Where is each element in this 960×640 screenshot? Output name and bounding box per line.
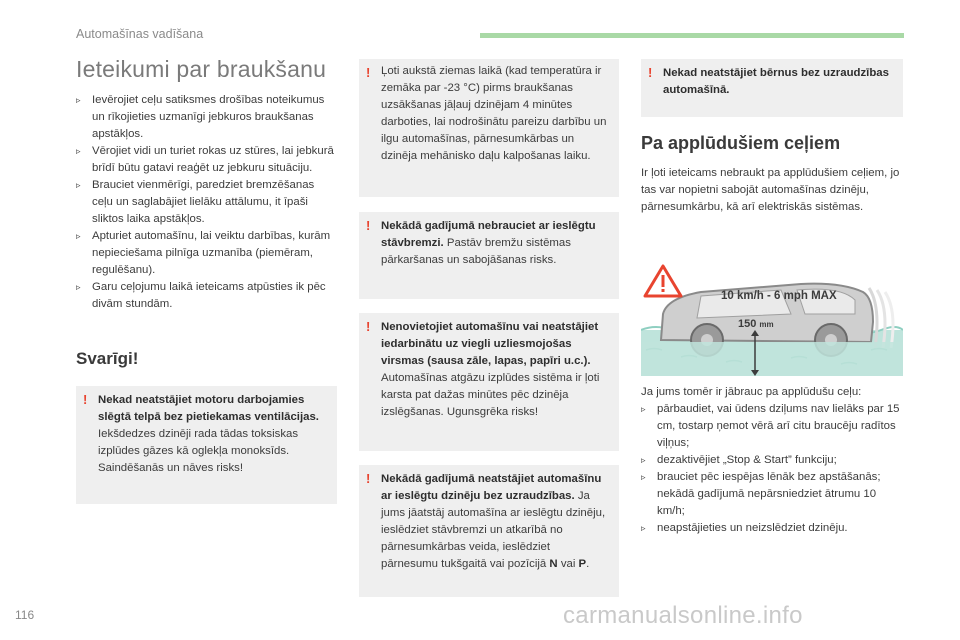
exclamation-icon: ! (366, 218, 371, 233)
bullet-arrow-icon: ▹ (641, 404, 646, 414)
warning-box-parking-brake: ! Nekādā gadījumā nebrauciet ar ieslēgtu stāvbremzi. Pastāv bremžu sistēmas pārkaršanas un sabojāšanas risks. (359, 212, 619, 299)
header-accent-bar (480, 33, 904, 38)
bullet-arrow-icon: ▹ (76, 146, 81, 156)
depth-label: 150 mm (738, 318, 774, 330)
list-item: ▹ brauciet pēc iespējas lēnāk bez apstāšanās; nekādā gadījumā nepārsniedziet ātrumu 10 km/h; (641, 471, 881, 517)
speed-limit-label: 10 km/h - 6 mph MAX (721, 290, 837, 302)
driving-tips-list (76, 92, 338, 313)
bullet-arrow-icon: ▹ (76, 231, 81, 241)
list-item: ▹ Garu ceļojumu laikā ieteicams atpūsties ik pēc divām stundām. (76, 281, 326, 310)
warning-box-unattended: ! Nekādā gadījumā neatstājiet automašīnu ar ieslēgtu dzinēju bez uzraudzības. Ja jums jāatstāj automašīna ar ieslēgtu dzinēju, ieslēdziet stāvbremzi un atkarībā no pārnesumkārbas veida, ieslēdziet pārnesumu tukšgaitā vai pozīcijā N vai P. (359, 465, 619, 597)
page-number: 116 (15, 608, 35, 622)
important-heading: Svarīgi! (76, 349, 139, 368)
list-item: ▹ dezaktivējiet „Stop & Start” funkciju; (641, 452, 903, 469)
list-item: ▹ pārbaudiet, vai ūdens dziļums nav lielāks par 15 cm, tostarp ņemot vērā arī citu braucēju radītos viļņus; (641, 403, 900, 449)
bullet-arrow-icon: ▹ (76, 282, 81, 292)
list-item: ▹ Vērojiet vidi un turiet rokas uz stūres, lai jebkurā brīdī būtu gatavi reaģēt uz jebkuru situāciju. (76, 145, 334, 174)
flooded-roads-list (641, 401, 903, 537)
bullet-arrow-icon: ▹ (76, 180, 81, 190)
warning-box-children: ! Nekad neatstājiet bērnus bez uzraudzības automašīnā. (641, 59, 903, 117)
exclamation-icon: ! (648, 65, 653, 80)
page-title: Ieteikumi par braukšanu (76, 56, 327, 82)
list-item: ▹ Ievērojiet ceļu satiksmes drošības noteikumus un rīkojieties uzmanīgi jebkuros braukšanas apstākļos. (76, 94, 325, 140)
section-header: Automašīnas vadīšana (76, 27, 204, 41)
bullet-arrow-icon: ▹ (641, 455, 646, 465)
list-item: ▹ neapstājieties un neizslēdziet dzinēju. (641, 520, 903, 537)
bullet-arrow-icon: ▹ (641, 472, 646, 482)
exclamation-icon: ! (366, 65, 371, 80)
flooded-roads-heading: Pa applūdušiem ceļiem (641, 133, 841, 153)
bullet-arrow-icon: ▹ (641, 523, 646, 533)
exclamation-icon: ! (83, 392, 88, 407)
warning-box-cold: ! Ļoti aukstā ziemas laikā (kad temperatūra ir zemāka par -23 °C) pirms braukšanas uzsākšanas jāļauj dzinējam 4 minūtes darboties, lai nodrošinātu pareizu darbību un ilgu automašīnas, pārnesumkārbas un dzinēja mehānisko daļu kalpošanas laiku. (359, 59, 619, 197)
bullet-arrow-icon: ▹ (76, 95, 81, 105)
flooded-road-illustration (641, 262, 903, 376)
list-item: ▹ Brauciet vienmērīgi, paredziet bremzēšanas ceļu un saglabājiet lielāku attālumu, it īpaši sliktos laika apstākļos. (76, 179, 315, 225)
flooded-roads-lead: Ja jums tomēr ir jābrauc pa applūdušu ceļu: (641, 386, 862, 398)
warning-box-flammable: ! Nenovietojiet automašīnu vai neatstājiet iedarbinātu uz viegli uzliesmojošas virsmas (sausa zāle, lapas, papīri u.c.). Automašīnas atgāzu izplūdes sistēma ir ļoti karsta pat dažas minūtes pēc dzinēja izslēgšanas. Ugunsgrēka risks! (359, 313, 619, 451)
watermark: carmanualsonline.info (563, 602, 803, 629)
flooded-roads-intro: Ir ļoti ieteicams nebraukt pa applūdušiem ceļiem, jo tas var nopietni sabojāt automašīnas dzinēju, pārnesumkārbu, kā arī elektriskās sistēmas. (641, 167, 900, 213)
exclamation-icon: ! (366, 471, 371, 486)
exclamation-icon: ! (366, 319, 371, 334)
warning-box-ventilation: ! Nekad neatstājiet motoru darbojamies slēgtā telpā bez pietiekamas ventilācijas. Iekšdedzes dzinēji rada tādas toksiskas izplūdes gāzes kā oglekļa monoksīds. Saindēšanās un nāves risks! (76, 386, 337, 504)
list-item: ▹ Apturiet automašīnu, lai veiktu darbības, kurām nepieciešama pilnīga uzmanība (piemēram, regulēšanu). (76, 230, 331, 276)
